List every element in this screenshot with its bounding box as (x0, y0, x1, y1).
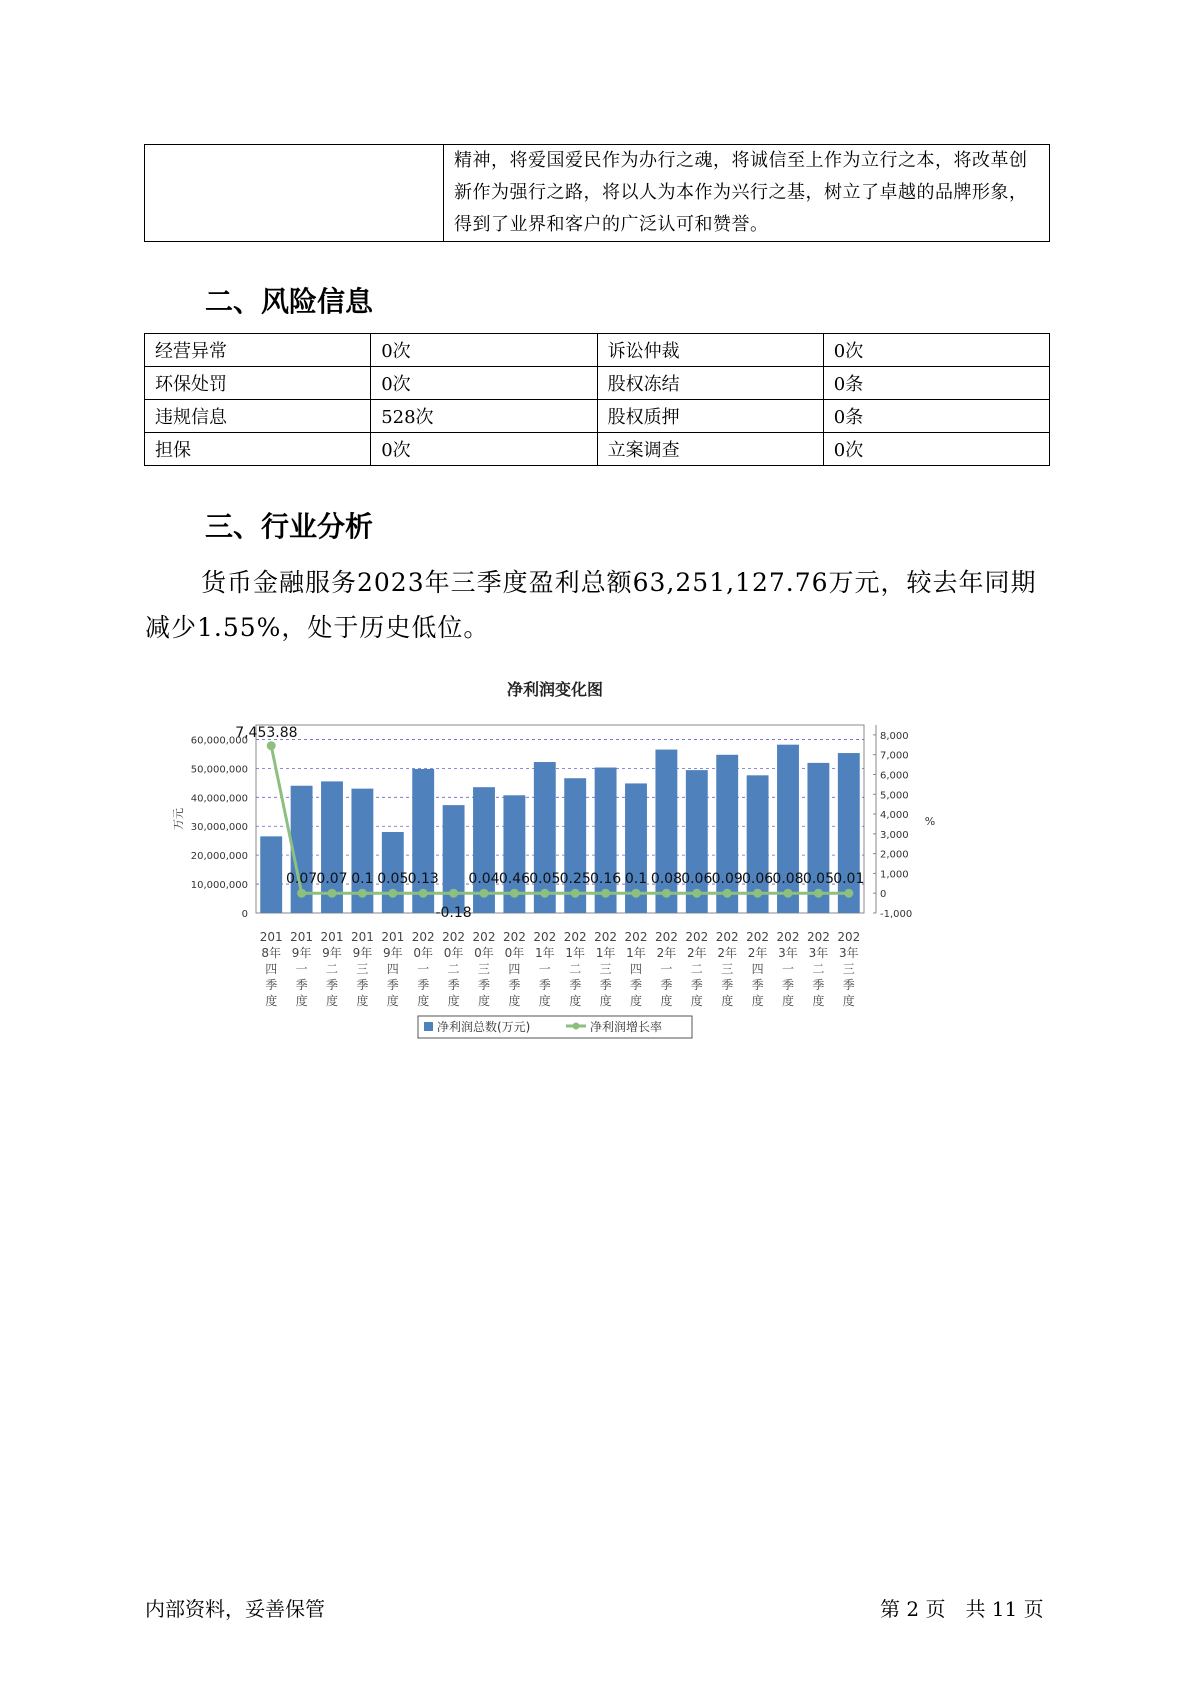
x-tick-label: 二 (812, 962, 825, 976)
intro-text: 精神，将爱国爱民作为办行之魂，将诚信至上作为立行之本，将改革创新作为强行之路，将以人为本作为兴行之基，树立了卓越的品牌形象，得到了业界和客户的广泛认可和赞誉。 (444, 145, 1050, 242)
x-tick-label: 季 (690, 978, 703, 992)
growth-rate-point (388, 889, 397, 898)
rate-data-label: 0.06 (681, 871, 713, 888)
x-tick-label: 度 (356, 994, 369, 1008)
footer-page-number: 第 2 页 共 11 页 (880, 1597, 1044, 1621)
x-tick-label: 9年 (352, 946, 373, 960)
growth-rate-point (510, 889, 519, 898)
x-tick-label: 二 (447, 962, 460, 976)
y2-tick-label: 6,000 (880, 770, 909, 782)
x-tick-label: 季 (569, 978, 582, 992)
rate-data-label: 0.46 (498, 871, 530, 888)
x-tick-label: 度 (629, 994, 643, 1008)
x-tick-label: 一 (781, 962, 795, 976)
y-tick-label: 40,000,000 (190, 793, 248, 805)
x-tick-label: 2年 (656, 946, 677, 960)
x-tick-label: 季 (265, 978, 278, 992)
y2-tick-label: 4,000 (880, 810, 909, 822)
section2-title: 二、风险信息 (205, 285, 374, 318)
y-axis-title: 万元 (172, 808, 185, 830)
y2-tick-label: 8,000 (880, 730, 909, 742)
x-tick-label: 9年 (322, 946, 342, 960)
y-tick-label: 10,000,000 (190, 880, 248, 892)
rate-data-label: 0.25 (559, 871, 591, 888)
y2-tick-label: -1,000 (880, 909, 913, 920)
x-tick-label: 四 (265, 962, 278, 976)
growth-rate-point (267, 741, 276, 750)
y2-axis-title: % (924, 815, 936, 828)
x-tick-label: 202 (685, 930, 709, 944)
rate-data-label: 0.06 (742, 871, 774, 888)
x-tick-label: 季 (508, 978, 521, 992)
growth-rate-point (540, 889, 549, 898)
x-tick-label: 季 (356, 978, 369, 992)
x-tick-label: 四 (508, 962, 521, 976)
x-tick-label: 度 (386, 994, 399, 1008)
x-tick-label: 202 (715, 930, 739, 944)
y-tick-label: 50,000,000 (190, 764, 248, 776)
risk-value: 0次 (371, 433, 597, 466)
x-tick-label: 度 (447, 994, 460, 1008)
x-tick-label: 202 (502, 930, 526, 944)
x-tick-label: 度 (417, 994, 430, 1008)
footer-left: 内部资料，妥善保管 (145, 1597, 325, 1621)
y2-tick-label: 0 (880, 889, 887, 901)
net-profit-chart (170, 670, 1030, 1130)
bar (655, 750, 677, 913)
risk-row (145, 433, 1050, 466)
y-tick-label: 20,000,000 (190, 851, 248, 863)
rate-data-label: 7,453.88 (235, 725, 298, 741)
x-tick-label: 201 (320, 930, 344, 944)
growth-rate-point (814, 889, 823, 898)
risk-label: 立案调查 (597, 433, 823, 466)
risk-value: 0次 (371, 367, 597, 400)
x-tick-label: 1年 (595, 946, 616, 960)
x-tick-label: 202 (654, 930, 678, 944)
x-tick-label: 四 (386, 962, 399, 976)
x-tick-label: 一 (295, 962, 308, 976)
x-tick-label: 0年 (413, 946, 434, 960)
y2-tick-label: 7,000 (880, 750, 909, 762)
x-tick-label: 2年 (686, 946, 707, 960)
x-tick-label: 2年 (747, 946, 768, 960)
x-tick-label: 202 (563, 930, 587, 944)
growth-rate-point (692, 889, 701, 898)
y-tick-label: 30,000,000 (190, 822, 248, 834)
x-tick-label: 二 (325, 962, 339, 976)
y-tick-label: 0 (241, 909, 248, 920)
rate-data-label: 0.13 (407, 871, 439, 888)
industry-paragraph: 货币金融服务2023年三季度盈利总额63,251,127.76万元，较去年同期减少1.55%，处于历史低位。 (145, 568, 1037, 642)
risk-value: 0条 (823, 367, 1049, 400)
growth-rate-point (844, 889, 853, 898)
x-tick-label: 季 (477, 978, 491, 992)
x-tick-label: 度 (660, 994, 673, 1008)
rate-data-label: 0.05 (802, 871, 834, 888)
x-tick-label: 度 (721, 994, 734, 1008)
legend-line-label: 净利润增长率 (590, 1020, 663, 1034)
x-tick-label: 一 (538, 962, 551, 976)
rate-data-label: 0.08 (650, 871, 682, 888)
risk-row (145, 367, 1050, 400)
growth-rate-point (449, 889, 458, 898)
bar (777, 745, 799, 913)
risk-label: 诉讼仲裁 (597, 334, 823, 367)
intro-table (144, 144, 1050, 242)
rate-data-label: -0.18 (435, 905, 472, 922)
x-tick-label: 度 (599, 994, 612, 1008)
growth-rate-point (328, 889, 337, 898)
growth-rate-point (358, 889, 367, 898)
legend-bar-swatch (424, 1022, 433, 1031)
x-tick-label: 201 (259, 930, 283, 944)
risk-label: 股权冻结 (597, 367, 823, 400)
rate-data-label: 0.1 (624, 871, 648, 888)
risk-value: 0次 (823, 334, 1049, 367)
x-tick-label: 度 (325, 994, 339, 1008)
growth-rate-point (419, 889, 428, 898)
x-tick-label: 202 (624, 930, 648, 944)
x-tick-label: 2年 (717, 946, 738, 960)
x-tick-label: 一 (660, 962, 673, 976)
rate-data-label: 0.16 (590, 871, 622, 888)
x-tick-label: 季 (325, 978, 339, 992)
risk-row (145, 400, 1050, 433)
growth-rate-point (571, 889, 580, 898)
intro-empty-cell (145, 145, 444, 242)
x-tick-label: 0年 (474, 946, 494, 960)
x-tick-label: 季 (721, 978, 734, 992)
risk-label: 经营异常 (145, 334, 371, 367)
growth-rate-point (632, 889, 641, 898)
x-tick-label: 202 (746, 930, 770, 944)
growth-rate-point (297, 889, 306, 898)
growth-rate-point (723, 889, 732, 898)
x-tick-label: 三 (356, 962, 369, 976)
x-tick-label: 二 (690, 962, 703, 976)
rate-data-label: 0.08 (772, 871, 804, 888)
x-tick-label: 度 (295, 994, 308, 1008)
rate-data-label: 0.09 (711, 871, 743, 888)
risk-label: 股权质押 (597, 400, 823, 433)
rate-data-label: 0.05 (377, 871, 409, 888)
x-tick-label: 202 (837, 930, 861, 944)
x-tick-label: 四 (751, 962, 764, 976)
rate-data-label: 0.05 (529, 871, 561, 888)
x-tick-label: 201 (381, 930, 405, 944)
x-tick-label: 一 (417, 962, 430, 976)
growth-rate-point (480, 889, 489, 898)
x-tick-label: 3年 (808, 946, 829, 960)
x-tick-label: 度 (690, 994, 703, 1008)
x-tick-label: 度 (508, 994, 521, 1008)
rate-data-label: 0.07 (286, 871, 318, 888)
rate-data-label: 0.1 (351, 871, 374, 888)
x-tick-label: 1年 (565, 946, 586, 960)
x-tick-label: 3年 (778, 946, 798, 960)
y2-tick-label: 3,000 (880, 829, 909, 841)
x-tick-label: 202 (411, 930, 435, 944)
x-tick-label: 季 (447, 978, 460, 992)
risk-row (145, 334, 1050, 367)
legend-bar-label: 净利润总数(万元) (437, 1020, 531, 1034)
x-tick-label: 度 (477, 994, 491, 1008)
x-tick-label: 季 (538, 978, 551, 992)
x-tick-label: 度 (781, 994, 795, 1008)
x-tick-label: 季 (781, 978, 795, 992)
y-tick-label: 60,000,000 (190, 735, 248, 747)
chart-title: 净利润变化图 (506, 680, 604, 699)
growth-rate-point (662, 889, 671, 898)
growth-rate-point (601, 889, 610, 898)
x-tick-label: 201 (350, 930, 374, 944)
x-tick-label: 1年 (626, 946, 646, 960)
x-tick-label: 季 (751, 978, 764, 992)
x-tick-label: 二 (569, 962, 582, 976)
x-tick-label: 三 (477, 962, 491, 976)
y2-tick-label: 5,000 (880, 790, 909, 802)
section3-title: 三、行业分析 (205, 510, 374, 543)
rate-data-label: 0.04 (468, 871, 500, 888)
x-tick-label: 三 (599, 962, 612, 976)
x-tick-label: 度 (569, 994, 582, 1008)
x-tick-label: 202 (533, 930, 557, 944)
x-tick-label: 度 (751, 994, 764, 1008)
x-tick-label: 季 (295, 978, 308, 992)
x-tick-label: 季 (417, 978, 430, 992)
x-tick-label: 季 (842, 978, 855, 992)
x-tick-label: 202 (442, 930, 466, 944)
x-tick-label: 三 (842, 962, 855, 976)
x-tick-label: 度 (265, 994, 278, 1008)
risk-value: 0条 (823, 400, 1049, 433)
x-tick-label: 三 (721, 962, 734, 976)
x-tick-label: 8年 (261, 946, 282, 960)
x-tick-label: 1年 (534, 946, 555, 960)
x-tick-label: 度 (538, 994, 551, 1008)
x-tick-label: 季 (629, 978, 643, 992)
bar (260, 836, 282, 913)
growth-rate-point (784, 889, 793, 898)
rate-data-label: 0.07 (316, 871, 348, 888)
x-tick-label: 201 (290, 930, 314, 944)
risk-label: 担保 (145, 433, 371, 466)
x-tick-label: 四 (629, 962, 643, 976)
risk-label: 违规信息 (145, 400, 371, 433)
risk-table (144, 333, 1050, 466)
risk-value: 0次 (823, 433, 1049, 466)
x-tick-label: 202 (776, 930, 800, 944)
x-tick-label: 3年 (838, 946, 859, 960)
risk-value: 0次 (371, 334, 597, 367)
x-tick-label: 0年 (443, 946, 464, 960)
x-tick-label: 季 (386, 978, 399, 992)
risk-label: 环保处罚 (145, 367, 371, 400)
risk-value: 528次 (371, 400, 597, 433)
x-tick-label: 度 (812, 994, 825, 1008)
growth-rate-point (753, 889, 762, 898)
rate-data-label: 0.01 (833, 871, 865, 888)
legend-line-marker (573, 1023, 580, 1030)
y2-tick-label: 2,000 (880, 849, 909, 861)
x-tick-label: 季 (812, 978, 825, 992)
x-tick-label: 度 (842, 994, 855, 1008)
x-tick-label: 季 (660, 978, 673, 992)
x-tick-label: 202 (594, 930, 618, 944)
y2-tick-label: 1,000 (880, 869, 909, 881)
x-tick-label: 9年 (291, 946, 312, 960)
x-tick-label: 9年 (382, 946, 403, 960)
x-tick-label: 季 (599, 978, 612, 992)
x-tick-label: 202 (472, 930, 496, 944)
x-tick-label: 202 (806, 930, 830, 944)
x-tick-label: 0年 (504, 946, 525, 960)
